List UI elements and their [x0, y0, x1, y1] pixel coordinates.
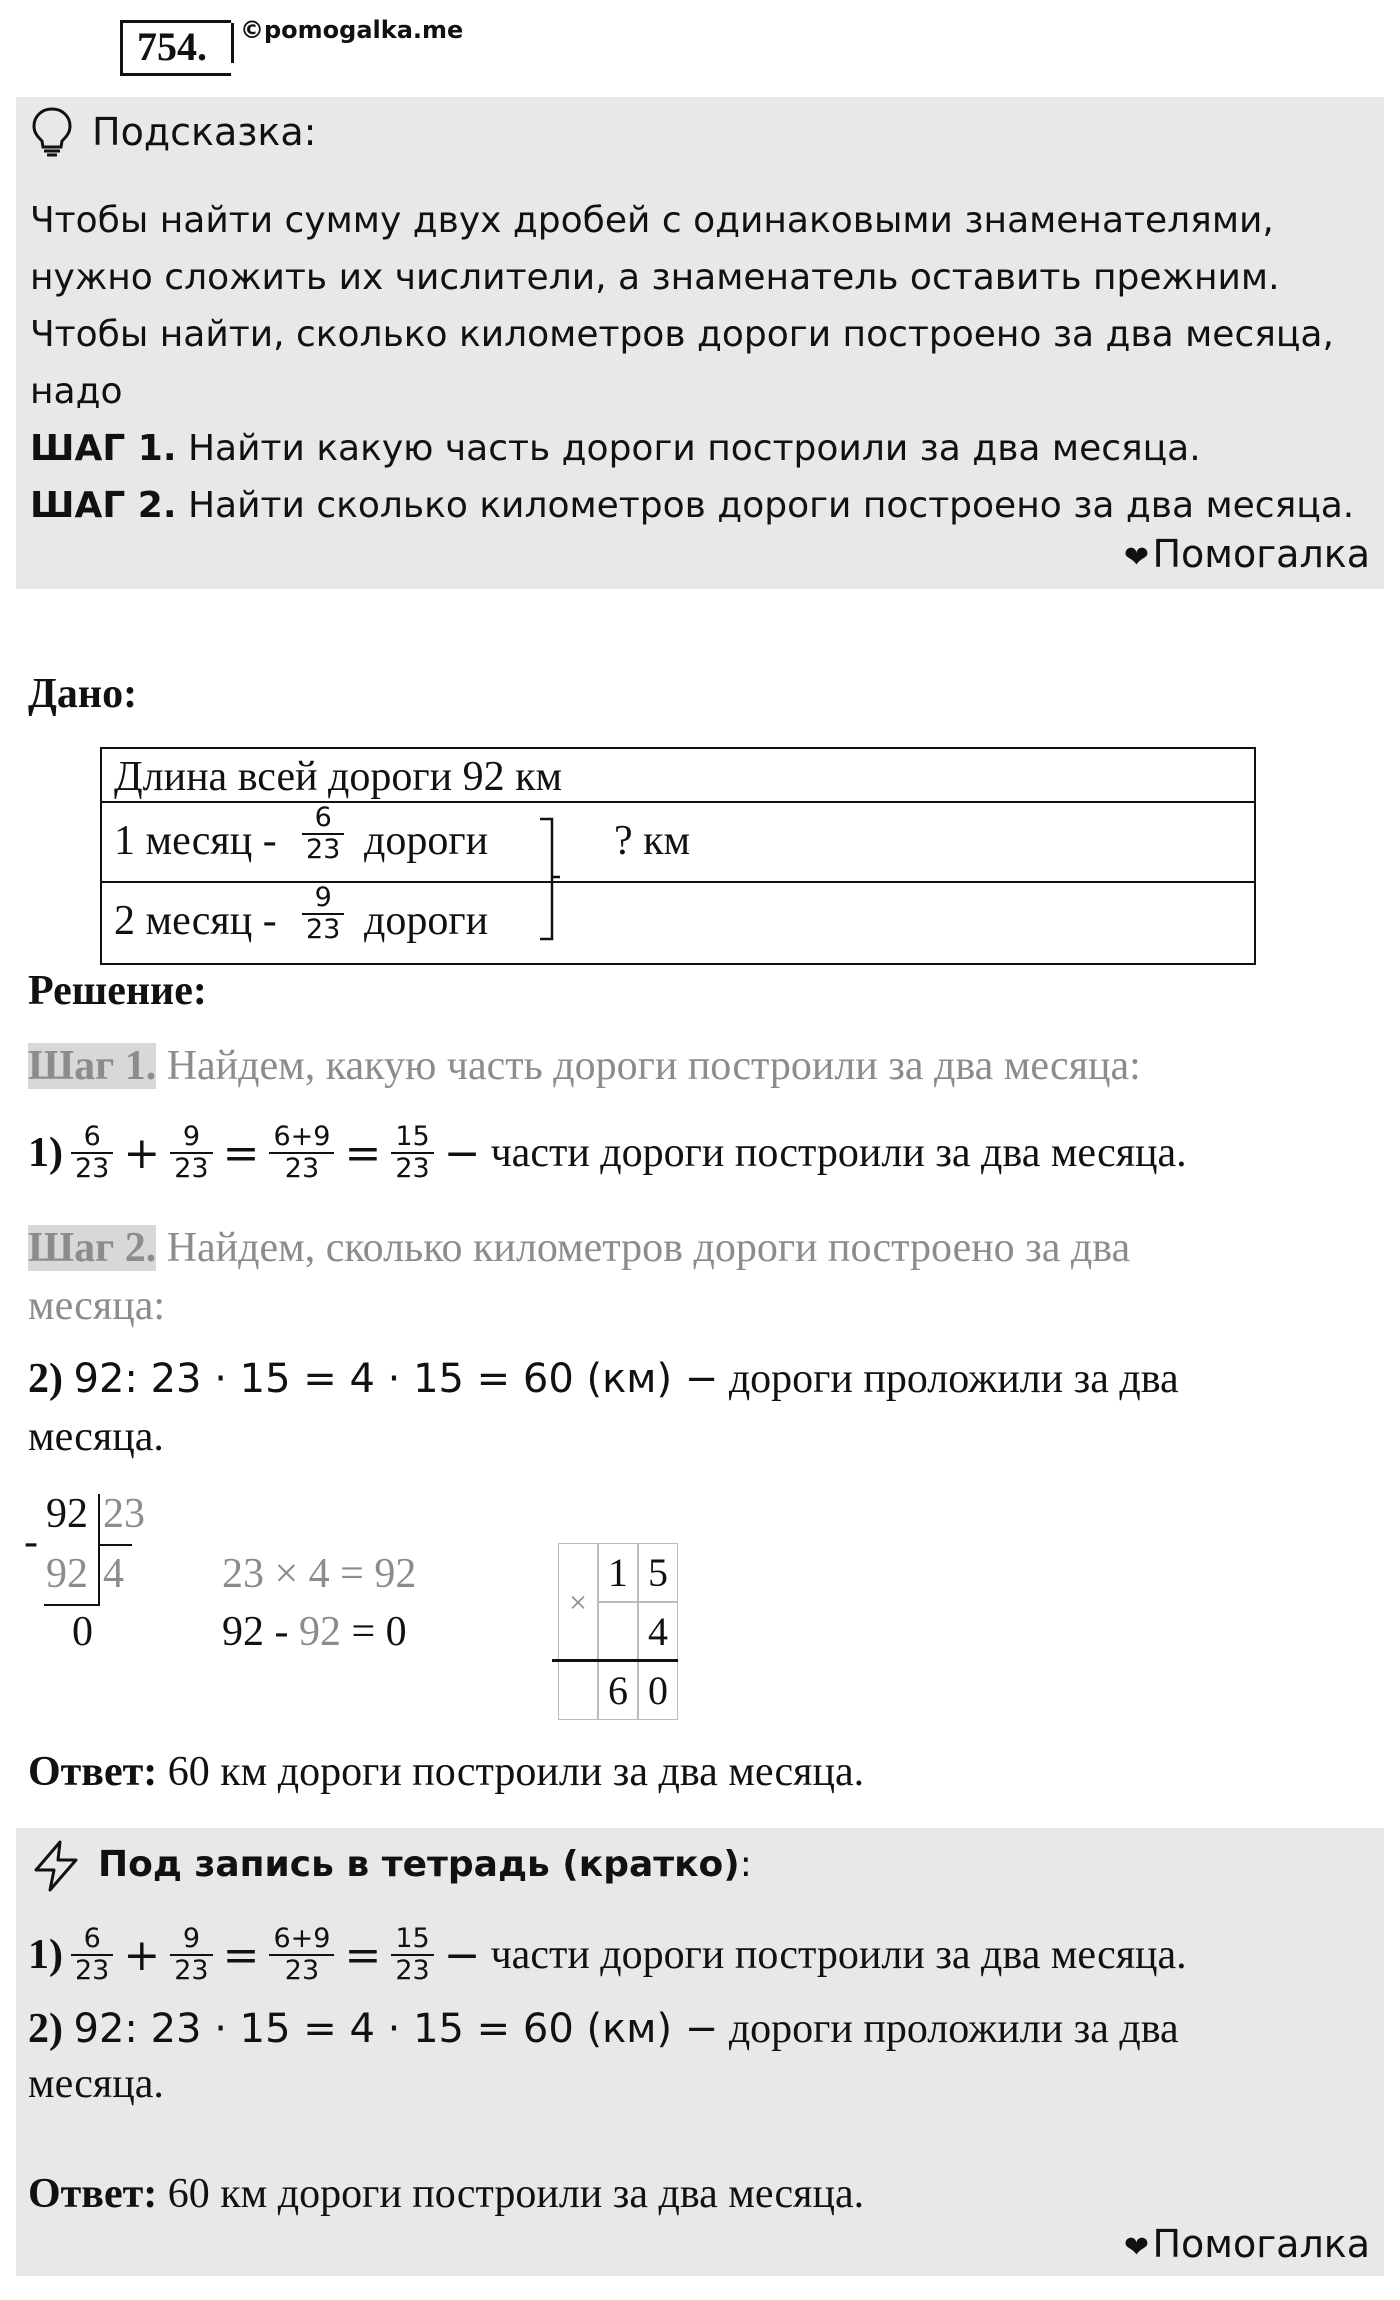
solution-title: Решение:	[28, 968, 207, 1014]
division-underline	[44, 1604, 100, 1606]
note-equation-1: 1) $\frac{6}{23}$ + $\frac{9}{23}$ = $\frac{6+9}{23}$ = $\frac{15}{23}$ − части дороги построили за два месяца.	[28, 1923, 1187, 1986]
hint-title: Подсказка:	[92, 110, 317, 154]
hint-line-3: Чтобы найти, сколько километров дороги построено за два месяца,	[30, 314, 1334, 355]
note-equation-2: 2) 92: 23 · 15 = 4 · 15 = 60 (км) − дороги проложили за два	[28, 2006, 1179, 2052]
step-2-text: Найдем, сколько километров дороги построено за два	[156, 1225, 1131, 1271]
hint-step-1-text: Найти какую часть дороги построили за два месяца.	[176, 428, 1201, 469]
division-hline	[98, 1544, 132, 1546]
heart-icon: ❤	[1123, 540, 1150, 575]
step-2-label: Шаг 2.	[28, 1225, 157, 1271]
lightbulb-icon	[30, 106, 74, 158]
hint-line-1: Чтобы найти сумму двух дробей с одинаковыми знаменателями,	[30, 200, 1274, 241]
given-question: ? км	[614, 818, 691, 864]
division-divisor: 23	[103, 1491, 145, 1537]
hint-line-4: надо	[30, 371, 123, 412]
equation-1: 1) $\frac{6}{23}$ + $\frac{9}{23}$ = $\frac{6+9}{23}$ = $\frac{15}{23}$ − части дороги построили за два месяца.	[28, 1121, 1187, 1184]
hint-line-2: нужно сложить их числители, а знаменатель оставить прежним.	[30, 257, 1280, 298]
multiplication-grid: × 1 5 4 6 0	[558, 1543, 678, 1720]
step-2-text-cont: месяца:	[28, 1283, 166, 1329]
given-row-1: Длина всей дороги 92 км	[102, 749, 1254, 803]
note-equation-2-cont: месяца.	[28, 2061, 164, 2107]
note-title: Под запись в тетрадь (кратко):	[98, 1844, 752, 1885]
hint-step-1	[30, 420, 1201, 477]
solution-step-2	[28, 1224, 1130, 1272]
solution-step-1	[28, 1042, 1141, 1090]
division-vline	[98, 1494, 100, 1604]
division-minus: -	[24, 1519, 38, 1565]
note-signature: ❤Помогалка	[1120, 2222, 1370, 2266]
division-remainder: 0	[72, 1609, 93, 1655]
equation-2: 2) 92: 23 · 15 = 4 · 15 = 60 (км) − дороги проложили за два	[28, 1356, 1179, 1402]
eq1-frac-r: $\frac{15}{23}$	[391, 1122, 433, 1184]
answer: Ответ: 60 км дороги построили за два месяца.	[28, 1749, 865, 1795]
hint-step-2-text: Найти сколько километров дороги построено за два месяца.	[176, 485, 1355, 526]
hint-signature: ❤Помогалка	[1120, 532, 1370, 576]
hint-step-2-label: ШАГ 2.	[30, 485, 177, 526]
given-title: Дано:	[28, 671, 138, 717]
check-1: 23 × 4 = 92	[222, 1551, 417, 1597]
given-table	[100, 747, 1256, 965]
multiply-sign: ×	[568, 1584, 588, 1620]
task-number: 754.	[137, 24, 207, 69]
step-1-label: Шаг 1.	[28, 1043, 157, 1089]
note-answer: Ответ: 60 км дороги построили за два месяца.	[28, 2171, 865, 2217]
division-subtrahend: 92	[46, 1551, 88, 1597]
eq1-frac-b: $\frac{9}{23}$	[170, 1122, 212, 1184]
eq1-frac-c: $\frac{6+9}{23}$	[269, 1122, 334, 1184]
step-1-text: Найдем, какую часть дороги построили за два месяца:	[156, 1043, 1141, 1089]
division-quotient: 4	[103, 1551, 124, 1597]
given-fraction-2: $\frac{9}{23}$	[302, 883, 344, 945]
given-row-2: 1 месяц - $\frac{6}{23}$ дороги ? км	[102, 803, 1254, 883]
multiply-line	[552, 1659, 678, 1662]
site-brand: ©pomogalka.me	[240, 16, 464, 44]
eq1-frac-a: $\frac{6}{23}$	[71, 1122, 113, 1184]
heart-icon: ❤	[1123, 2230, 1150, 2265]
brace-icon	[538, 817, 578, 941]
lightning-icon	[30, 1840, 82, 1892]
hint-step-2	[30, 477, 1354, 534]
hint-step-1-label: ШАГ 1.	[30, 428, 177, 469]
equation-2-cont: месяца.	[28, 1414, 164, 1460]
check-2: 92 - 92 = 0	[222, 1609, 407, 1655]
given-row-3: 2 месяц - $\frac{9}{23}$ дороги	[114, 882, 489, 945]
task-number-box	[120, 20, 231, 76]
division-dividend: 92	[46, 1491, 88, 1537]
given-fraction-1: $\frac{6}{23}$	[302, 803, 344, 865]
